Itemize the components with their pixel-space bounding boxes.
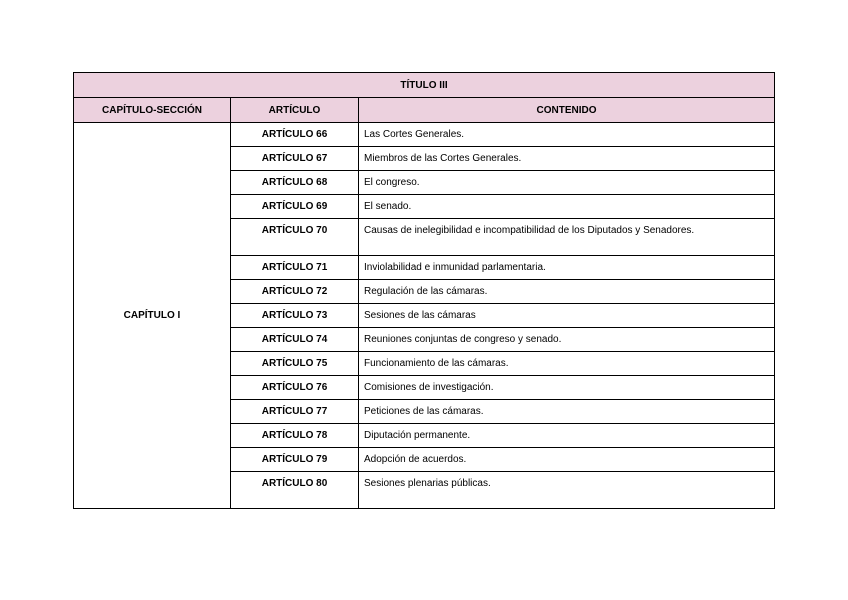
content-cell: El senado. (359, 195, 775, 219)
article-cell: ARTÍCULO 76 (231, 376, 359, 400)
articles-table (73, 72, 775, 509)
content-cell: Comisiones de investigación. (359, 376, 775, 400)
content-cell: Inviolabilidad e inmunidad parlamentaria. (359, 256, 775, 280)
article-cell: ARTÍCULO 78 (231, 424, 359, 448)
content-cell: Funcionamiento de las cámaras. (359, 352, 775, 376)
column-header-article: ARTÍCULO (231, 98, 359, 123)
content-cell: Sesiones de las cámaras (359, 304, 775, 328)
article-cell: ARTÍCULO 74 (231, 328, 359, 352)
article-cell: ARTÍCULO 68 (231, 171, 359, 195)
article-cell: ARTÍCULO 67 (231, 147, 359, 171)
article-cell: ARTÍCULO 72 (231, 280, 359, 304)
column-header-content: CONTENIDO (359, 98, 775, 123)
header-row (74, 98, 775, 123)
content-cell: Regulación de las cámaras. (359, 280, 775, 304)
table-body (74, 123, 775, 509)
article-cell: ARTÍCULO 69 (231, 195, 359, 219)
content-cell: Las Cortes Generales. (359, 123, 775, 147)
column-header-chapter: CAPÍTULO-SECCIÓN (74, 98, 231, 123)
article-cell: ARTÍCULO 71 (231, 256, 359, 280)
table-row (74, 123, 775, 147)
title-row (74, 73, 775, 98)
article-cell: ARTÍCULO 75 (231, 352, 359, 376)
content-cell: Adopción de acuerdos. (359, 448, 775, 472)
article-cell: ARTÍCULO 73 (231, 304, 359, 328)
content-cell: Causas de inelegibilidad e incompatibilidad de los Diputados y Senadores. (359, 219, 775, 256)
content-cell: Diputación permanente. (359, 424, 775, 448)
article-cell: ARTÍCULO 77 (231, 400, 359, 424)
article-cell: ARTÍCULO 80 (231, 472, 359, 509)
content-cell: Peticiones de las cámaras. (359, 400, 775, 424)
content-cell: El congreso. (359, 171, 775, 195)
article-cell: ARTÍCULO 66 (231, 123, 359, 147)
content-cell: Sesiones plenarias públicas. (359, 472, 775, 509)
content-cell: Miembros de las Cortes Generales. (359, 147, 775, 171)
chapter-cell: CAPÍTULO I (74, 123, 231, 509)
content-cell: Reuniones conjuntas de congreso y senado. (359, 328, 775, 352)
table-title: TÍTULO III (74, 73, 775, 98)
article-cell: ARTÍCULO 79 (231, 448, 359, 472)
article-cell: ARTÍCULO 70 (231, 219, 359, 256)
